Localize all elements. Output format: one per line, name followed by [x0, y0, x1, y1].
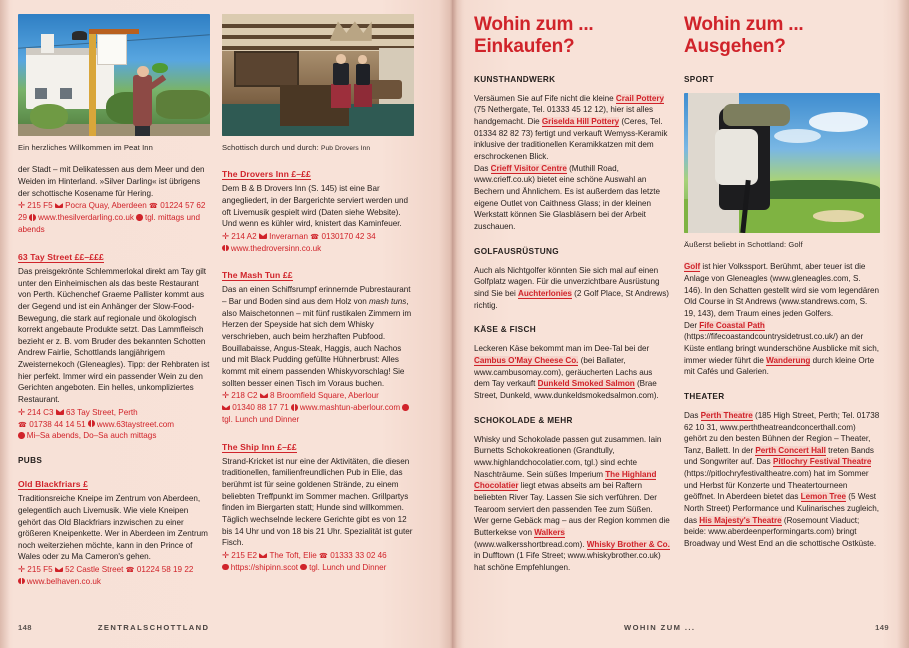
- running-head-right: WOHIN ZUM ...: [624, 623, 696, 632]
- text-part: (Ceres, Tel. 01334 82 82 73) fertigt und verkauft Wemyss-Keramik inklusive der traditionellen Keramikkatzen mit dem erschrockenen Blick.: [474, 117, 668, 162]
- address: 52 Castle Street: [65, 565, 124, 575]
- entry-text-part-a: Das an einen Schiffsrumpf erinnernde Pubrestaurant – Bar und Boden sind aus dem Holz von: [222, 285, 411, 307]
- text-part: ist hier Volkssport. Berühmt, aber teuer ist die Anlage von Gleneagles (www.gleneagles.com, S. 146). In den Schatten gestellt wird sie vom legendären Old Course in St Andrews (www.standrews.com, S. 19, 143), dem Traum eines jeden Golfers.: [684, 262, 879, 318]
- page-number-left: 148: [18, 623, 32, 632]
- drovers-inn-caption: [222, 143, 414, 153]
- entry-info: [222, 390, 414, 425]
- column-4: [684, 14, 880, 600]
- entry-info: [18, 564, 210, 588]
- hours-icon: [136, 214, 143, 221]
- phone-icon: ☎: [125, 565, 135, 575]
- hours-icon: [18, 432, 25, 439]
- text-part: (Rosemount Viaduct; beide: www.aberdeenperformingarts.com) bringt Broadway und West End an die schottische Ostküste.: [684, 515, 877, 549]
- text-part: Das: [474, 163, 491, 173]
- phone: 01224 57 62 29: [18, 201, 206, 223]
- address-icon: [260, 393, 268, 399]
- entry-old-blackfriars: [18, 474, 210, 588]
- text-part: (5 West North Street) Performance und Kulinarisches zugleich, das: [684, 492, 879, 525]
- entry-text: Strand-Kricket ist nur eine der Aktivitäten, die diesen traditionellen, familienfreundlichen Pub in Elie, das berühmt ist für seine goldenen Strände, zu einem beliebten Treffpunkt im Sommer machen. Grillpartys finden im Biergarten statt; Hunde sind willkommen. Täglich wechselnde leckere Gerichte gibt es von 12 bis 14 Uhr und von 18 bis 21 Uhr. Spezialität ist guter Fisch.: [222, 456, 413, 548]
- left-page: [0, 0, 452, 648]
- website-icon: [291, 404, 298, 411]
- golf-photo: [684, 93, 880, 233]
- schokolade-paragraph-2: [474, 515, 670, 573]
- link-crail-pottery[interactable]: Crail Pottery: [615, 93, 664, 103]
- link-perth-concert-hall[interactable]: Perth Concert Hall: [755, 445, 826, 455]
- silver-darling-info: [18, 200, 210, 235]
- text-part: Auch als Nichtgolfer könnten Sie sich mal auf einen Golfplatz wagen. Für die unverzichtbare Ausrüstung sind Sie bei: [474, 265, 660, 298]
- hours: tgl. Lunch und Dinner: [309, 562, 387, 572]
- heading-line-2: Ausgehen?: [684, 36, 786, 58]
- text-part: (www.walkersshortbread.com).: [474, 539, 587, 549]
- map-ref-icon: ✛: [18, 564, 26, 575]
- left-page-columns: [0, 0, 452, 600]
- entry-text-italic: mash tuns: [368, 297, 407, 307]
- text-part: liegt etwas abseits am bei Raftern beliebten River Tay. Lassen Sie sich verführen. Der Tearoom serviert den passenden Tee zum Süßen.: [474, 481, 657, 514]
- entry-title[interactable]: 63 Tay Street ££–£££: [18, 251, 104, 262]
- column-3: [474, 14, 670, 600]
- hours-icon: [402, 404, 409, 411]
- website-icon: [222, 245, 229, 252]
- link-wanderung[interactable]: Wanderung: [766, 355, 811, 365]
- text-part: Versäumen Sie auf Fife nicht die kleine: [474, 93, 616, 103]
- section-label-pubs: PUBS: [18, 456, 43, 466]
- section-label-sport: SPORT: [684, 74, 714, 84]
- map-ref: 215 F5: [27, 565, 53, 575]
- text-part: durch kleine Orte mit Cafés und Galerien.: [684, 355, 875, 377]
- entry-text: Das preisgekrönte Schlemmerlokal direkt am Tay gilt unter den Einheimischen als das beste Restaurant von Perth. Küchenchef Graeme Pallister kommt aus der Gegend und ist ein Anhänger der Slow-Food-Bewegung, die stark auf regionale und ökologisch korrekt angebaute Produkte setzt. Das Lammfleisch bezieht er z. B. vom Bruder des bekannten Schotten Andrew Fairlie, Schottlands langjährigem Zweisternekoch (Gleneagles). Tipp: der Rehbraten ist hier perfekt. Immer wird ein passender Wein zu den Gerichten angeboten. Ein helles, unkompliziertes Restaurant.: [18, 266, 210, 405]
- phone-icon: ☎: [310, 231, 320, 241]
- link-pitlochry-festival-theatre[interactable]: Pitlochry Festival Theatre: [772, 457, 872, 467]
- address-icon: [259, 233, 267, 239]
- text-part: treten Bands und Songwriter auf. Das: [684, 445, 874, 467]
- section-label-kunsthandwerk: KUNSTHANDWERK: [474, 74, 556, 84]
- website[interactable]: www.thesilverdarling.co.uk: [38, 213, 134, 223]
- address: Pocra Quay, Aberdeen: [65, 201, 147, 211]
- map-ref: 215 E2: [231, 551, 258, 561]
- website-icon: [18, 578, 25, 585]
- text-part: (Brae Street, Dunkeld, www.dunkeldsmokedsalmon.com).: [474, 379, 659, 400]
- section-label-schokolade: SCHOKOLADE & MEHR: [474, 415, 573, 425]
- column-2: [222, 14, 414, 600]
- peat-inn-caption: Ein herzliches Willkommen im Peat Inn: [18, 143, 153, 152]
- address-icon: [56, 409, 64, 415]
- schokolade-paragraph-1: [474, 434, 670, 516]
- phone: 0130170 42 34: [321, 231, 376, 241]
- link-walkers[interactable]: Walkers: [534, 527, 565, 537]
- link-crieff-visitor-centre[interactable]: Crieff Visitor Centre: [490, 163, 567, 173]
- text-part: Leckeren Käse bekommt man im Dee-Tal bei der: [474, 344, 650, 354]
- heading-einkaufen: [474, 14, 670, 59]
- sport-paragraph-1: [684, 261, 880, 319]
- right-page-columns: [452, 0, 909, 600]
- silver-darling-text: der Stadt – mit Delikatessen aus dem Meer und den Weiden im Hinterland. »Silver Darling« ist übrigens der schottische Kosename für Hering.: [18, 165, 205, 198]
- entry-title[interactable]: The Drovers Inn £–££: [222, 169, 311, 180]
- peat-inn-photo: [18, 14, 210, 136]
- link-fife-coastal-path[interactable]: Fife Coastal Path: [699, 320, 765, 330]
- entry-drovers-inn: [222, 164, 414, 254]
- entry-text: [222, 284, 414, 389]
- hours: tgl. mittags und abends: [18, 213, 201, 235]
- link-whisky-brother[interactable]: Whisky Brother & Co.: [586, 539, 670, 549]
- entry-info: [222, 231, 414, 255]
- map-ref-icon: ✛: [222, 230, 230, 241]
- address: Inverarnan: [269, 231, 308, 241]
- section-label-theater: THEATER: [684, 391, 725, 401]
- address: 63 Tay Street, Perth: [66, 407, 138, 417]
- phone-icon: ☎: [319, 551, 328, 561]
- link-cambus-omay-cheese[interactable]: Cambus O'May Cheese Co.: [474, 355, 579, 365]
- section-label-kaese-fisch: KÄSE & FISCH: [474, 325, 536, 335]
- kaese-paragraph: [474, 343, 670, 401]
- link-auchterlonies[interactable]: Auchterlonies: [518, 289, 572, 298]
- website[interactable]: www.belhaven.co.uk: [26, 576, 101, 586]
- phone-icon: ☎: [18, 419, 27, 429]
- text-part: (https://fifecoastandcountrysidetrust.co.uk/) an der Küste entlang bringt wunderschöne Ausblicke mit sich, immer wieder führt die: [684, 332, 879, 365]
- map-ref: 214 C3: [27, 407, 54, 417]
- theater-paragraph: [684, 410, 880, 550]
- heading-line-2: Einkaufen?: [474, 36, 575, 58]
- heading-line-1: Wohin zum ...: [684, 14, 804, 35]
- map-ref-icon: ✛: [222, 550, 230, 561]
- link-highland-chocolatier[interactable]: The Highland Chocolatier: [474, 469, 657, 491]
- text-part: Whisky und Schokolade passen gut zusammen. Iain Burnetts Schokokreationen (Grandtully, www.highlandchocolatier.com, tgl.) sind echte Naschträume. Sein süßes Imperium: [474, 434, 662, 479]
- phone: 01333 33 02 46: [330, 551, 387, 561]
- entry-title[interactable]: Old Blackfriars £: [18, 479, 89, 490]
- text-part: (2 Golf Place, St Andrews) richtig.: [474, 289, 669, 310]
- link-griselda-hill-pottery[interactable]: Griselda Hill Pottery: [541, 117, 620, 127]
- right-page: [452, 0, 909, 648]
- link-lemon-tree[interactable]: Lemon Tree: [800, 492, 847, 502]
- phone: 01340 88 17 71: [232, 403, 289, 413]
- text-part: (Muthill Road, www.crieff.co.uk) bietet eine schöne Auswahl an Bechern und Ähnlichem. Es ist außerdem das letzte eigene Outlet von Caithness Glass; in der kleinen Werkstatt können Sie Glasbläsern bei der Arbeit zuschauen.: [474, 163, 660, 232]
- kunsthandwerk-paragraph-1: [474, 93, 670, 163]
- entry-text: Traditionsreiche Kneipe im Zentrum von Aberdeen, gelegentlich auch Livemusik. Wie viele Kneipen gehört das Old Blackfriars inzwischen zu einer größeren Kneipenkette. Wer in Aberdeen im Zentrum noch weiterziehen möchte, kann in den Prince of Wales oder zu Ma Cameron's gehen.: [18, 494, 208, 562]
- hours: tgl. Lunch und Dinner: [222, 415, 300, 425]
- phone: 01738 44 14 51: [29, 419, 86, 429]
- link-perth-theatre[interactable]: Perth Theatre: [700, 410, 753, 420]
- address-icon: [55, 567, 63, 573]
- sport-paragraph-2: [684, 320, 880, 378]
- map-ref-icon: ✛: [18, 406, 26, 417]
- map-ref: 215 F5: [27, 201, 53, 211]
- entry-info: [222, 550, 414, 574]
- entry-text-part-b: , also Maischetonnen – mit fünf rustikalen Zimmern im Herzen der Speyside hat sich dem Whisky verschrieben, auch beim herzhaften Pubfood. Bouillabaisse, Angus-Steak, Haggis, auch Nachos und mit Black Pudding gefüllte Hühnerbrust: Alles kommt mit einem passenden Whiskyvorschlag! Sie sollten besser einen Tisch im Voraus buchen.: [222, 297, 412, 388]
- map-ref-icon: ✛: [222, 390, 230, 401]
- link-his-majestys-theatre[interactable]: His Majesty's Theatre: [699, 515, 782, 525]
- left-page-footer: [0, 623, 452, 632]
- entry-title[interactable]: The Ship Inn £–££: [222, 441, 297, 452]
- address: The Toft, Elie: [269, 551, 317, 561]
- website[interactable]: https://shipinn.scot: [230, 562, 299, 572]
- heading-line-1: Wohin zum ...: [474, 14, 594, 35]
- text-part: (185 High Street, Perth; Tel. 01738 62 10 31, www.perththeatreandconcerthall.com) gehört zu den besten Bühnen der Region – Theater, Tanz, Ballett. In der: [684, 410, 880, 455]
- drovers-inn-photo: [222, 14, 414, 136]
- text-part: (75 Nethergate, Tel. 01333 45 12 12), hier ist alles handgemacht. Die: [474, 105, 654, 127]
- website[interactable]: www.thedroversinn.co.uk: [230, 243, 322, 253]
- map-ref: 214 A2: [231, 231, 257, 241]
- heading-ausgehen: [684, 14, 880, 59]
- golf-caption: Äußerst beliebt in Schottland: Golf: [684, 239, 803, 249]
- map-ref-icon: ✛: [18, 200, 26, 211]
- entry-ship-inn: [222, 437, 414, 574]
- address: 8 Broomfield Square, Aberlour: [270, 391, 379, 401]
- text-part: in Dufftown (1 Fife Street; www.whiskybrother.co.uk) hat schöne Empfehlungen.: [474, 551, 661, 572]
- website-icon: [88, 420, 95, 427]
- entry-text: Dem B & B Drovers Inn (S. 145) ist eine Bar angegliedert, in der Bargerichte serviert werden und oft Livemusik gespielt wird (Daten siehe Website). Und wenn es kühler wird, knistert das Kaminfeuer.: [222, 184, 408, 229]
- website-icon: [29, 214, 36, 221]
- right-page-footer: [452, 623, 909, 632]
- section-label-golfausruestung: GOLFAUSRÜSTUNG: [474, 246, 559, 256]
- running-head-left: ZENTRALSCHOTTLAND: [97, 623, 210, 632]
- text-part: Das: [684, 410, 701, 420]
- website-icon: [222, 564, 229, 571]
- address-icon: [259, 553, 267, 559]
- caption-main: Schottisch durch und durch:: [222, 143, 322, 152]
- website[interactable]: www.63taystreet.com: [96, 419, 175, 429]
- hours: Mi–Sa abends, Do–Sa auch mittags: [26, 431, 157, 441]
- address-icon: [55, 203, 63, 209]
- caption-source: Pub Drovers Inn: [321, 145, 371, 152]
- entry-63-tay-street: [18, 247, 210, 442]
- column-1: [18, 14, 210, 600]
- phone: 01224 58 19 22: [136, 565, 194, 575]
- entry-info: [18, 407, 210, 442]
- link-golf[interactable]: Golf: [684, 262, 701, 272]
- text-part: Wer gerne Gebäck mag – aus der Region kommen die Butterkekse von: [474, 516, 670, 537]
- text-part: (bei Ballater, www.cambusomay.com), geräucherten Lachs aus dem Tay verkauft: [474, 355, 653, 389]
- golfausruestung-paragraph: [474, 265, 670, 312]
- phone-icon: [222, 405, 230, 411]
- phone-icon: ☎: [149, 201, 158, 211]
- website[interactable]: www.mashtun-aberlour.com: [299, 403, 401, 413]
- link-dunkeld-smoked-salmon[interactable]: Dunkeld Smoked Salmon: [537, 379, 635, 389]
- hours-icon: [300, 564, 307, 571]
- entry-title[interactable]: The Mash Tun ££: [222, 270, 293, 281]
- text-part: (https://pitlochryfestivaltheatre.com) hat im Sommer und Herbst für Konzerte und Theatertourneen geöffnet. In Aberdeen bietet das: [684, 469, 869, 502]
- kunsthandwerk-paragraph-2: [474, 163, 670, 233]
- map-ref: 218 C2: [231, 391, 258, 401]
- text-part: Der: [684, 320, 700, 330]
- entry-mash-tun: [222, 265, 414, 425]
- page-number-right: 149: [875, 623, 889, 632]
